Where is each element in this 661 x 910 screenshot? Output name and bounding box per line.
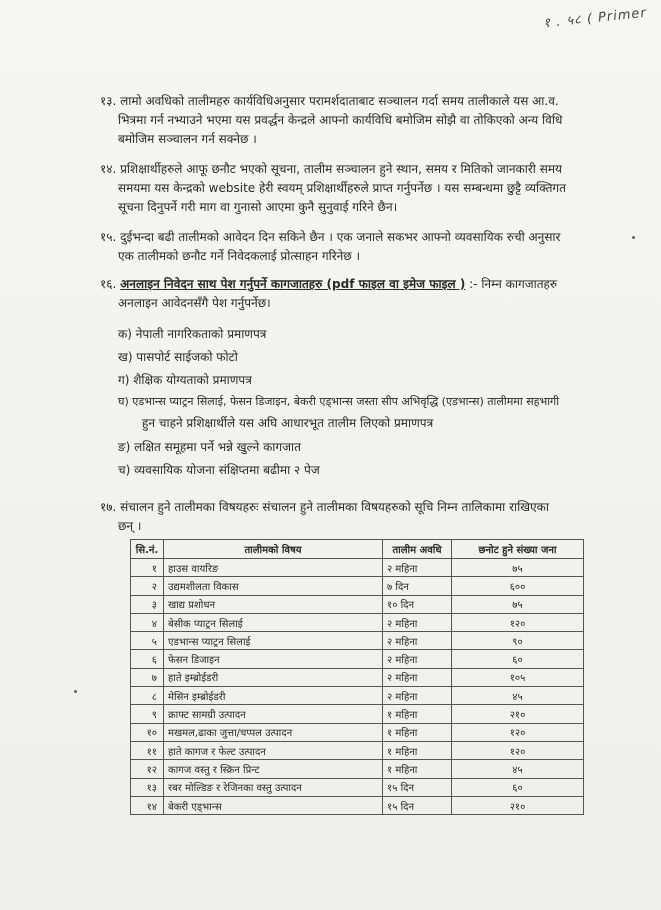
table-cell-count: १०५ <box>452 668 584 686</box>
table-cell-subject: मखमल,ढाका जुत्ता/चप्पल उत्पादन <box>164 723 383 741</box>
table-row <box>131 705 584 723</box>
table-row <box>131 613 584 631</box>
paragraph-14-line-3: सूचना दिनुपर्ने गरी माग वा गुनासो आएमा कुनै सुनुवाई गरिने छैन। <box>118 200 398 214</box>
paragraph-17-line-1: १७. संचालन हुने तालीमका विषयहरुः संचालन हुने तालीमका विषयहरुको सूचि निम्न तालिकामा राखिएका <box>100 500 549 514</box>
header-subject: तालीमको विषय <box>164 540 383 559</box>
document-list-item-kha: ख) पासपोर्ट साईजको फोटो <box>118 350 238 364</box>
table-cell-subject: बेकरी एड्भान्स <box>164 796 383 814</box>
table-cell-subject: रबर मोल्डिङ र रेजिनका वस्तु उत्पादन <box>164 778 383 796</box>
table-cell-serial: ३ <box>131 595 164 613</box>
table-cell-duration: १ महिना <box>383 705 452 723</box>
table-cell-subject: बेसीक प्याट्रन सिलाई <box>164 613 383 631</box>
table-header-row <box>131 540 584 559</box>
paragraph-13-line-1: १३. लामो अवधिको तालीमहरु कार्यविधिअनुसार परामर्शदाताबाट सञ्चालन गर्दा समय तालीकाले यस आ.व. <box>100 94 559 108</box>
table-cell-serial: ५ <box>131 632 164 650</box>
paragraph-16-after-heading: :- निम्न कागजातहरु <box>469 277 558 291</box>
table-cell-duration: १० दिन <box>383 595 452 613</box>
paragraph-16-line-1 <box>100 275 557 294</box>
table-cell-subject: हाउस वायरिङ <box>164 559 383 577</box>
table-cell-subject: फेसन डिजाइन <box>164 650 383 668</box>
document-list-item-cha: च) व्यवसायिक योजना संक्षिप्तमा बढीमा २ पेज <box>118 463 320 477</box>
handwritten-corner-note: १ . ५८ ( Primer <box>542 5 648 32</box>
table-cell-serial: १४ <box>131 796 164 814</box>
table-cell-count: १२० <box>452 741 584 759</box>
table-cell-count: ४५ <box>452 760 584 778</box>
document-list-item-ka: क) नेपाली नागरिकताको प्रमाणपत्र <box>118 327 267 341</box>
table-cell-subject: मेसिन इम्ब्रोईडरी <box>164 687 383 705</box>
table-cell-duration: ७ दिन <box>383 577 452 595</box>
paragraph-13-line-2: भित्रमा गर्न नभ्याउने भएमा यस प्रवर्द्धन केन्द्रले आफ्नो कार्यविधि बमोजिम सोझै वा तोकिएको अन्य विधि <box>118 113 563 127</box>
paragraph-15-line-2: एक तालीमको छनौट गर्ने निवेदकलाई प्रोत्साहन गरिनेछ । <box>118 249 361 263</box>
table-cell-subject: क्राफ्ट सामग्री उत्पादन <box>164 705 383 723</box>
table-cell-duration: १ महिना <box>383 760 452 778</box>
table-cell-subject: कागज वस्तु र स्क्रिन प्रिन्ट <box>164 760 383 778</box>
document-list-item-gha: घ) एडभान्स प्याट्रन सिलाई, फेसन डिजाइन, बेकरी एड्भान्स जस्ता सीप अभिवृद्धि (एडभान्स) तालीममा सहभागी <box>118 395 560 408</box>
table-row <box>131 650 584 668</box>
table-cell-serial: ४ <box>131 613 164 631</box>
paragraph-14-line-1: १४. प्रशिक्षार्थीहरुले आफू छनौट भएको सूचना, तालीम सञ्चालन हुने स्थान, समय र मितिको जानकारी समय <box>100 162 562 176</box>
table-cell-subject: एडभान्स प्याट्रन सिलाई <box>164 632 383 650</box>
paragraph-17 <box>100 498 549 536</box>
table-row <box>131 687 584 705</box>
paragraph-13 <box>100 92 562 149</box>
margin-speck <box>632 236 635 239</box>
table-cell-subject: खाद्य प्रशोधन <box>164 595 383 613</box>
table-cell-count: २१० <box>452 796 584 814</box>
header-serial: सि.नं. <box>131 540 164 559</box>
table-cell-serial: ९ <box>131 705 164 723</box>
paragraph-15 <box>100 228 560 266</box>
margin-speck <box>74 690 77 693</box>
paragraph-14 <box>100 160 566 217</box>
table-row <box>131 559 584 577</box>
table-row <box>131 796 584 814</box>
table-cell-serial: १२ <box>131 760 164 778</box>
table-cell-duration: १५ दिन <box>383 778 452 796</box>
document-list-item-gha-cont: हुन चाहने प्रशिक्षार्थीले यस अघि आधारभूत तालीम लिएको प्रमाणपत्र <box>142 416 434 430</box>
table-cell-count: २१० <box>452 705 584 723</box>
table-row <box>131 577 584 595</box>
paragraph-16-number: १६. <box>100 277 117 291</box>
table-cell-serial: १० <box>131 723 164 741</box>
table-cell-count: ६०० <box>452 577 584 595</box>
table-body <box>131 559 584 815</box>
paragraph-16-heading: अनलाइन निवेदन साथ पेश गर्नुपर्ने कागजातहरु (pdf फाइल वा इमेज फाइल ) <box>120 277 466 291</box>
table-cell-count: ७५ <box>452 595 584 613</box>
table-cell-duration: २ महिना <box>383 650 452 668</box>
table-cell-duration: १५ दिन <box>383 796 452 814</box>
document-list-item-nga: ङ) लक्षित समूहमा पर्ने भन्ने खुल्ने कागजात <box>118 440 302 454</box>
training-table <box>130 539 584 815</box>
paragraph-16 <box>100 275 557 313</box>
table-cell-count: ६० <box>452 650 584 668</box>
table-cell-count: ९० <box>452 632 584 650</box>
table-cell-count: १२० <box>452 723 584 741</box>
paragraph-15-line-1: १५. दुईभन्दा बढी तालीमको आवेदन दिन सकिने छैन । एक जनाले सकभर आफ्नो व्यवसायिक रुची अनुसार <box>100 230 561 244</box>
table-cell-serial: १ <box>131 559 164 577</box>
header-count: छनोट हुने संख्या जना <box>452 540 584 559</box>
table-cell-duration: १ महिना <box>383 723 452 741</box>
table-row <box>131 778 584 796</box>
table-row <box>131 741 584 759</box>
table-row <box>131 723 584 741</box>
table-cell-count: १२० <box>452 613 584 631</box>
table-row <box>131 632 584 650</box>
paragraph-13-line-3: बमोजिम सञ्चालन गर्न सक्नेछ । <box>118 132 257 146</box>
table-cell-subject: हाते कागज र फेल्ट उत्पादन <box>164 741 383 759</box>
table-cell-duration: २ महिना <box>383 559 452 577</box>
table-cell-duration: २ महिना <box>383 632 452 650</box>
table-cell-count: ६० <box>452 778 584 796</box>
table-cell-count: ४५ <box>452 687 584 705</box>
table-cell-serial: ११ <box>131 741 164 759</box>
paragraph-17-line-2: छन् । <box>118 519 142 533</box>
table-cell-serial: २ <box>131 577 164 595</box>
table-cell-duration: २ महिना <box>383 668 452 686</box>
table-row <box>131 760 584 778</box>
table-cell-subject: हाते इम्ब्रोईडरी <box>164 668 383 686</box>
table-cell-duration: २ महिना <box>383 687 452 705</box>
paragraph-14-line-2: समयमा यस केन्द्रको website हेरी स्वयम् प्रशिक्षार्थीहरुले प्राप्त गर्नुपर्नेछ । यस सम्बन्धमा छुट्टै व्यक्तिगत <box>118 181 567 195</box>
table-cell-serial: १३ <box>131 778 164 796</box>
table-cell-duration: १ महिना <box>383 741 452 759</box>
header-duration: तालीम अवधि <box>383 540 452 559</box>
table-cell-duration: २ महिना <box>383 613 452 631</box>
table-cell-serial: ६ <box>131 650 164 668</box>
table-cell-serial: ७ <box>131 668 164 686</box>
table-cell-serial: ८ <box>131 687 164 705</box>
document-list-item-ga: ग) शैक्षिक योग्यताको प्रमाणपत्र <box>118 373 252 387</box>
table-row <box>131 668 584 686</box>
paragraph-16-line-2: अनलाइन आवेदनसँगै पेश गर्नुपर्नेछ। <box>118 296 271 310</box>
table-cell-count: ७५ <box>452 559 584 577</box>
table-row <box>131 595 584 613</box>
table-cell-subject: उद्यमशीलता विकास <box>164 577 383 595</box>
